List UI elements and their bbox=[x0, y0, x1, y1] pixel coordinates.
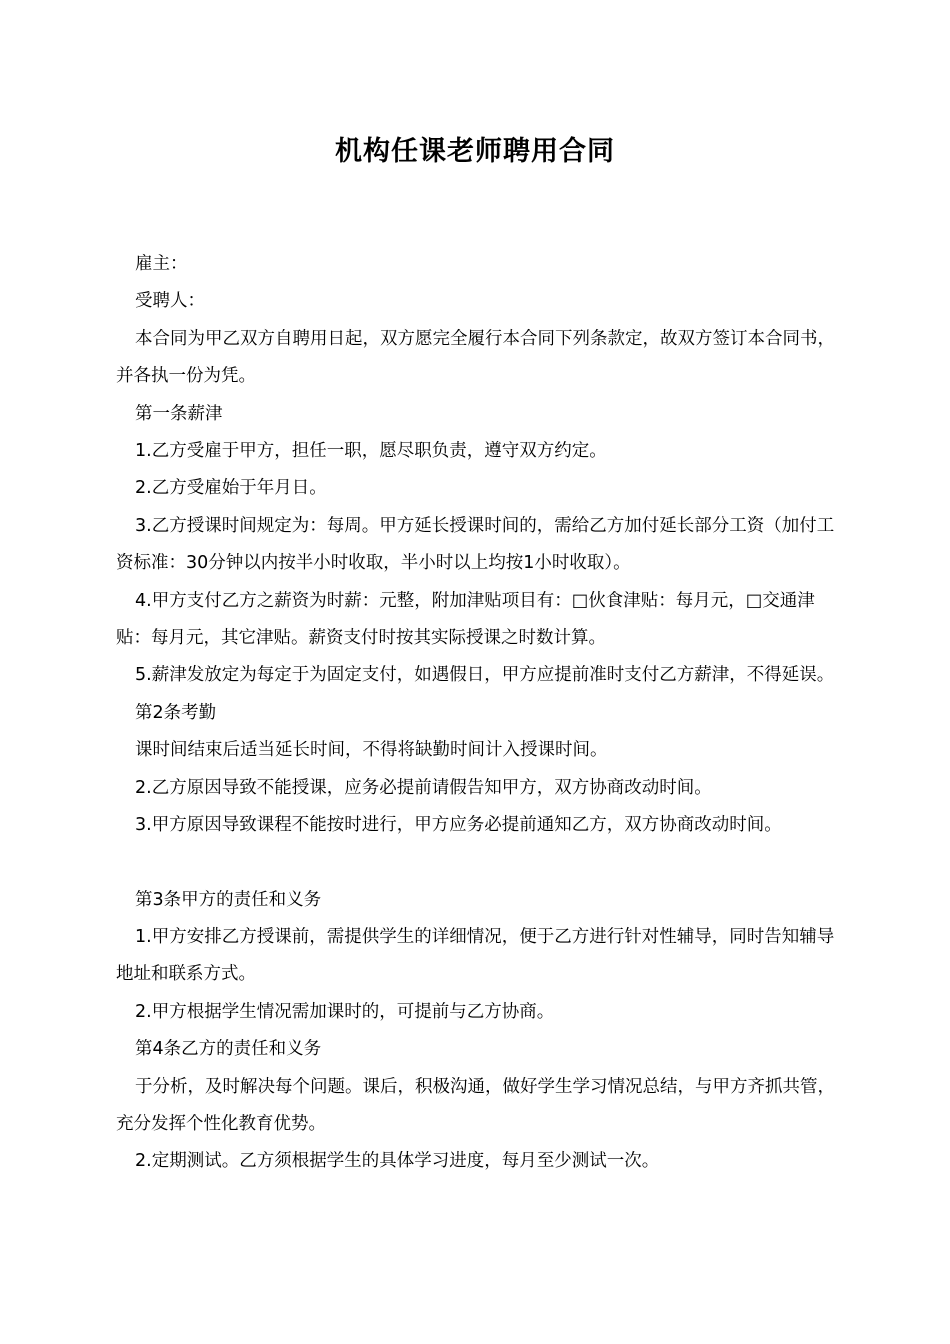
document-body bbox=[116, 246, 836, 1181]
document-title: 机构任课老师聘用合同 bbox=[335, 136, 615, 167]
paragraph-article-2-item-2: 2.乙方原因导致不能授课，应务必提前请假告知甲方，双方协商改动时间。 bbox=[135, 777, 712, 798]
paragraph-article-2-item-3: 3.甲方原因导致课程不能按时进行，甲方应务必提前通知乙方，双方协商改动时间。 bbox=[135, 815, 782, 836]
paragraph-article-1-item-2: 2.乙方受雇始于年月日。 bbox=[135, 478, 327, 499]
heading-article-3: 第3条甲方的责任和义务 bbox=[135, 889, 322, 910]
paragraph-article-4-item-2: 2.定期测试。乙方须根据学生的具体学习进度，每月至少测试一次。 bbox=[135, 1151, 660, 1172]
paragraph-article-4-item-1: 于分析，及时解决每个问题。课后，积极沟通，做好学生学习情况总结，与甲方齐抓共管，充分发挥个性化教育优势。 bbox=[116, 1076, 835, 1134]
paragraph-article-3-item-1: 1.甲方安排乙方授课前，需提供学生的详细情况，便于乙方进行针对性辅导，同时告知辅导地址和联系方式。 bbox=[116, 926, 835, 985]
paragraph-employee: 受聘人： bbox=[135, 291, 205, 312]
paragraph-article-1-item-3: 3.乙方授课时间规定为：每周。甲方延长授课时间的，需给乙方加付延长部分工资（加付工资标准：30分钟以内按半小时收取，半小时以上均按1小时收取）。 bbox=[116, 515, 835, 574]
paragraph-article-2-item-1: 课时间结束后适当延长时间，不得将缺勤时间计入授课时间。 bbox=[135, 740, 608, 761]
heading-article-4: 第4条乙方的责任和义务 bbox=[135, 1039, 322, 1060]
paragraph-article-1-item-4: 4.甲方支付乙方之薪资为时薪：元整，附加津贴项目有：□伙食津贴：每月元，□交通津贴：每月元，其它津贴。薪资支付时按其实际授课之时数计算。 bbox=[116, 590, 815, 649]
heading-article-2: 第2条考勤 bbox=[135, 702, 217, 723]
paragraph-article-1-item-5: 5.薪津发放定为每定于为固定支付，如遇假日，甲方应提前准时支付乙方薪津，不得延误。 bbox=[135, 665, 835, 686]
paragraph-article-3-item-2: 2.甲方根据学生情况需加课时的，可提前与乙方协商。 bbox=[135, 1001, 555, 1022]
paragraph-intro: 本合同为甲乙双方自聘用日起，双方愿完全履行本合同下列条款定，故双方签订本合同书，并各执一份为凭。 bbox=[116, 328, 835, 387]
heading-article-1: 第一条薪津 bbox=[135, 403, 223, 424]
paragraph-employer: 雇主： bbox=[135, 254, 188, 274]
blank-line bbox=[116, 845, 836, 882]
paragraph-article-1-item-1: 1.乙方受雇于甲方，担任一职，愿尽职负责，遵守双方约定。 bbox=[135, 441, 607, 462]
